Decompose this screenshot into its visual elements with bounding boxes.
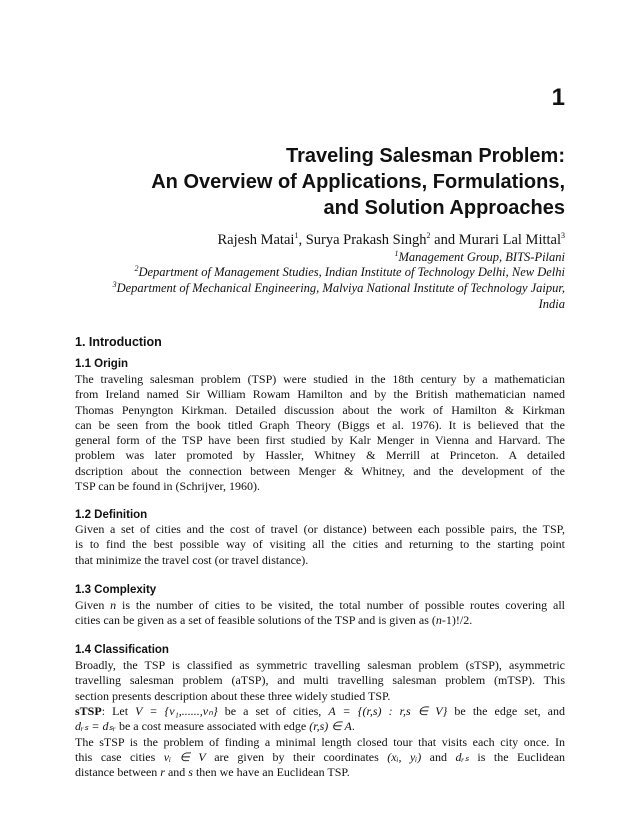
math-var: n (435, 613, 442, 628)
text-line: The sTSP is the problem of finding a minimal length closed tour that visits each city once. In (75, 734, 565, 749)
affiliation-3 (65, 280, 565, 312)
text-run: be a cost measure associated with edge (115, 719, 310, 734)
text-line: can be seen from the book titled Graph Theory (Biggs et al. 1976). It is believed that the (75, 417, 565, 432)
stsp-paragraph (75, 704, 565, 780)
text-run: is the number of cities to be visited, the total number of possible routes covering all (116, 598, 565, 612)
chapter-title (65, 143, 565, 221)
title-line-2: An Overview of Applications, Formulations, (151, 171, 565, 193)
text-run: be the edge set, and (447, 704, 565, 718)
title-line-3: and Solution Approaches (323, 197, 565, 219)
author-affil-mark: 2 (426, 231, 431, 241)
math-expression: (r,s) ∈ A (309, 719, 352, 734)
affiliation-text: Department of Mechanical Engineering, Malviya National Institute of Technology Jaipur, (116, 281, 565, 295)
text-run: and (164, 765, 189, 780)
author-separator: and (430, 232, 459, 248)
subsection-heading-origin: 1.1 Origin (75, 358, 129, 370)
affiliation-mark: 1 (394, 248, 399, 258)
definition-paragraph (75, 522, 565, 568)
author-list (218, 232, 565, 249)
origin-paragraph (75, 372, 565, 494)
text-line (75, 719, 565, 734)
text-run: : Let (101, 704, 136, 718)
classification-paragraph (75, 658, 565, 704)
affiliation-2 (65, 264, 565, 280)
text-run: is the Euclidean (468, 749, 566, 764)
text-line: is to find the best possible way of visiting all the cities and returning to the starting point (75, 537, 565, 552)
math-expression: dᵣₛ = dₛᵣ (75, 719, 116, 734)
text-run: are given by their coordinates (205, 749, 388, 764)
text-run: be a set of cities, (217, 704, 329, 718)
text-line (75, 598, 565, 613)
subsection-heading-complexity: 1.3 Complexity (75, 584, 157, 596)
text-run: -1)!/2. (441, 613, 473, 628)
author-separator: , (298, 232, 306, 248)
text-run: . (351, 719, 355, 734)
text-line: TSP can be found in (Schrijver, 1960). (75, 479, 261, 494)
author-affil-mark: 1 (294, 231, 299, 241)
text-run: then we have an Euclidean TSP. (192, 765, 350, 780)
math-expression: V = {v₁,......,vₙ} (135, 704, 218, 718)
text-run: distance between (75, 765, 161, 780)
author-affil-mark: 3 (561, 231, 565, 241)
text-line (75, 704, 565, 719)
text-line: problem was later promoted by Hassler, Whitney & Merrill at Princeton. A detailed (75, 448, 565, 463)
affiliation-mark: 2 (134, 263, 139, 273)
text-line: that minimize the travel cost (or travel distance). (75, 552, 309, 567)
text-line: Given a set of cities and the cost of travel (or distance) between each possible pairs, the TSP, (75, 522, 565, 536)
text-line (75, 613, 565, 628)
chapter-number: 1 (551, 84, 565, 111)
math-expression: A = {(r,s) : r,s ∈ V} (328, 704, 448, 718)
text-line: general form of the TSP have been first studied by Kalr Menger in Vienna and Harvard. The (75, 433, 565, 448)
text-line: dscription about the connection between Menger & Whitney, and the development of the (75, 463, 565, 478)
text-line: Thomas Penyngton Kirkman. Detailed discussion about the work of Hamilton & Kirkman (75, 402, 565, 417)
text-line: The traveling salesman problem (TSP) were studied in the 18th century by a mathematician (75, 372, 565, 386)
author-name: Rajesh Matai (217, 232, 295, 248)
subsection-heading-definition: 1.2 Definition (75, 509, 148, 521)
math-var: n (110, 598, 117, 612)
text-run: Given (75, 598, 111, 612)
math-expression: vᵢ ∈ V (163, 749, 206, 764)
affiliation-text: Management Group, BITS-Pilani (398, 250, 565, 264)
section-heading-introduction: 1. Introduction (75, 335, 162, 349)
text-line: section presents description about these three widely studied TSP. (75, 688, 391, 703)
affiliation-text-cont: India (538, 297, 565, 311)
affiliation-mark: 3 (112, 279, 117, 289)
math-var: r (160, 765, 165, 780)
text-line: Broadly, the TSP is classified as symmetric travelling salesman problem (sTSP), asymmetric (75, 658, 565, 672)
subsection-heading-classification: 1.4 Classification (75, 644, 169, 656)
text-line: travelling salesman problem (aTSP), and multi travelling salesman problem (mTSP). This (75, 673, 565, 688)
math-expression: dᵣₛ (455, 749, 469, 764)
text-run: cities can be given as a set of feasible solutions of the TSP and is given as ( (75, 613, 436, 628)
author-name: Surya Prakash Singh (305, 232, 427, 248)
complexity-paragraph (75, 598, 565, 629)
title-line-1: Traveling Salesman Problem: (286, 145, 565, 167)
math-expression: (xᵢ, yᵢ) (387, 749, 422, 764)
stsp-label: sTSP (75, 704, 102, 718)
text-run: this case cities (75, 749, 164, 764)
affiliation-1 (65, 249, 565, 265)
affiliation-text: Department of Management Studies, Indian Institute of Technology Delhi, New Delhi (138, 265, 565, 279)
math-var: s (188, 765, 193, 780)
author-name: Murari Lal Mittal (458, 232, 561, 248)
text-line (75, 765, 565, 780)
text-line: from Ireland named Sir William Rowam Hamilton and by the British mathematician named (75, 387, 565, 402)
text-line (75, 750, 565, 765)
text-run: and (421, 749, 456, 764)
